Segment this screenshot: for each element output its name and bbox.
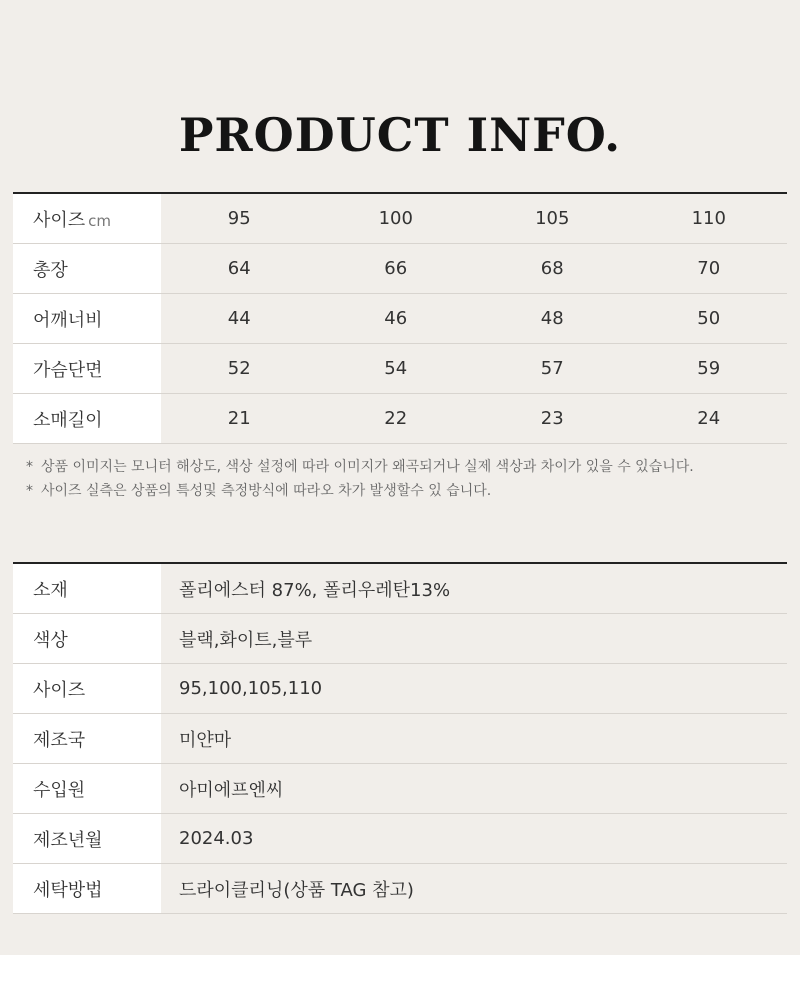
table-cell: 59 — [631, 344, 788, 394]
size-col-110: 110 — [631, 193, 788, 244]
size-unit: cm — [88, 211, 112, 230]
size-col-100: 100 — [318, 193, 475, 244]
row-value: 아미에프엔씨 — [161, 764, 787, 814]
table-cell: 57 — [474, 344, 631, 394]
info-row-washing — [13, 864, 787, 914]
size-header-row — [13, 193, 787, 244]
table-cell: 52 — [161, 344, 318, 394]
table-cell: 64 — [161, 244, 318, 294]
table-cell: 66 — [318, 244, 475, 294]
info-row-material — [13, 563, 787, 614]
disclaimer-notes — [26, 455, 796, 503]
row-label: 제조국 — [13, 714, 161, 764]
info-row-country — [13, 714, 787, 764]
size-col-95: 95 — [161, 193, 318, 244]
table-cell: 46 — [318, 294, 475, 344]
note-text: 사이즈 실측은 상품의 특성및 측정방식에 따라오 차가 발생할수 있 습니다. — [41, 483, 492, 499]
row-value: 미얀마 — [161, 714, 787, 764]
row-label: 소매길이 — [13, 394, 161, 444]
row-value: 블랙,화이트,블루 — [161, 614, 787, 664]
size-row-sleeve — [13, 394, 787, 444]
info-row-importer — [13, 764, 787, 814]
table-cell: 50 — [631, 294, 788, 344]
row-label: 색상 — [13, 614, 161, 664]
row-label: 수입원 — [13, 764, 161, 814]
row-value: 드라이클리닝(상품 TAG 참고) — [161, 864, 787, 914]
row-value: 2024.03 — [161, 814, 787, 864]
row-label: 총장 — [13, 244, 161, 294]
table-cell: 68 — [474, 244, 631, 294]
row-value: 95,100,105,110 — [161, 664, 787, 714]
table-cell: 24 — [631, 394, 788, 444]
info-row-manufacture-date — [13, 814, 787, 864]
note-item — [26, 455, 796, 479]
row-label: 제조년월 — [13, 814, 161, 864]
note-text: 상품 이미지는 모니터 해상도, 색상 설정에 따라 이미지가 왜곡되거나 실제 색상과 차이가 있을 수 있습니다. — [41, 459, 694, 475]
product-details-table — [13, 562, 787, 914]
table-cell: 54 — [318, 344, 475, 394]
row-label: 가슴단면 — [13, 344, 161, 394]
info-row-size — [13, 664, 787, 714]
table-cell: 23 — [474, 394, 631, 444]
size-header-label: 사이즈 — [33, 209, 86, 231]
size-table — [13, 192, 787, 444]
table-cell: 22 — [318, 394, 475, 444]
row-value: 폴리에스터 87%, 폴리우레탄13% — [161, 563, 787, 614]
size-row-shoulder — [13, 294, 787, 344]
table-cell: 70 — [631, 244, 788, 294]
note-marker: * — [26, 459, 33, 475]
row-label: 사이즈 — [13, 664, 161, 714]
table-cell: 48 — [474, 294, 631, 344]
page-title: PRODUCT INFO. — [178, 108, 622, 162]
size-row-chest — [13, 344, 787, 394]
table-cell: 21 — [161, 394, 318, 444]
row-label: 어깨너비 — [13, 294, 161, 344]
table-cell: 44 — [161, 294, 318, 344]
info-row-color — [13, 614, 787, 664]
note-item — [26, 479, 796, 503]
size-row-length — [13, 244, 787, 294]
note-marker: * — [26, 483, 33, 499]
row-label: 소재 — [13, 563, 161, 614]
row-label: 세탁방법 — [13, 864, 161, 914]
size-header-cell — [13, 193, 161, 244]
size-col-105: 105 — [474, 193, 631, 244]
